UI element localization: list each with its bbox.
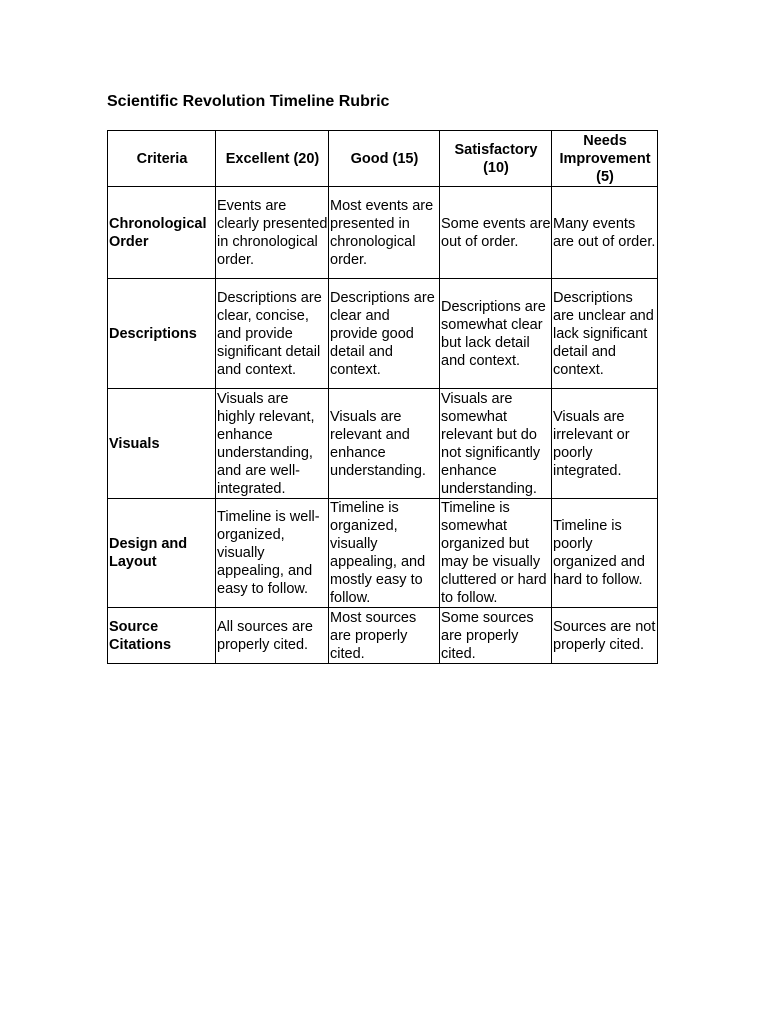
good-cell: Most events are presented in chronological order. (329, 187, 440, 279)
criteria-cell: Source Citations (108, 608, 216, 664)
header-satisfactory: Satisfactory (10) (440, 131, 552, 187)
excellent-cell: Descriptions are clear, concise, and provide significant detail and context. (216, 279, 329, 389)
excellent-cell: Timeline is well-organized, visually appealing, and easy to follow. (216, 499, 329, 608)
needs-improvement-cell: Timeline is poorly organized and hard to follow. (552, 499, 658, 608)
good-cell: Visuals are relevant and enhance understanding. (329, 389, 440, 499)
good-cell: Timeline is organized, visually appealing, and mostly easy to follow. (329, 499, 440, 608)
satisfactory-cell: Descriptions are somewhat clear but lack detail and context. (440, 279, 552, 389)
excellent-cell: All sources are properly cited. (216, 608, 329, 664)
good-cell: Most sources are properly cited. (329, 608, 440, 664)
satisfactory-cell: Timeline is somewhat organized but may be visually cluttered or hard to follow. (440, 499, 552, 608)
table-row (108, 608, 658, 664)
header-criteria: Criteria (108, 131, 216, 187)
criteria-cell: Visuals (108, 389, 216, 499)
satisfactory-cell: Some sources are properly cited. (440, 608, 552, 664)
table-row (108, 389, 658, 499)
header-good: Good (15) (329, 131, 440, 187)
satisfactory-cell: Visuals are somewhat relevant but do not significantly enhance understanding. (440, 389, 552, 499)
table-row (108, 187, 658, 279)
satisfactory-cell: Some events are out of order. (440, 187, 552, 279)
table-row (108, 279, 658, 389)
header-needs-improvement: Needs Improvement (5) (552, 131, 658, 187)
needs-improvement-cell: Sources are not properly cited. (552, 608, 658, 664)
rubric-table (107, 130, 658, 664)
excellent-cell: Visuals are highly relevant, enhance understanding, and are well-integrated. (216, 389, 329, 499)
needs-improvement-cell: Descriptions are unclear and lack significant detail and context. (552, 279, 658, 389)
excellent-cell: Events are clearly presented in chronological order. (216, 187, 329, 279)
table-header-row (108, 131, 658, 187)
criteria-cell: Descriptions (108, 279, 216, 389)
criteria-cell: Chronological Order (108, 187, 216, 279)
page-title: Scientific Revolution Timeline Rubric (107, 93, 390, 110)
header-excellent: Excellent (20) (216, 131, 329, 187)
needs-improvement-cell: Many events are out of order. (552, 187, 658, 279)
table-row (108, 499, 658, 608)
criteria-cell: Design and Layout (108, 499, 216, 608)
good-cell: Descriptions are clear and provide good detail and context. (329, 279, 440, 389)
needs-improvement-cell: Visuals are irrelevant or poorly integrated. (552, 389, 658, 499)
